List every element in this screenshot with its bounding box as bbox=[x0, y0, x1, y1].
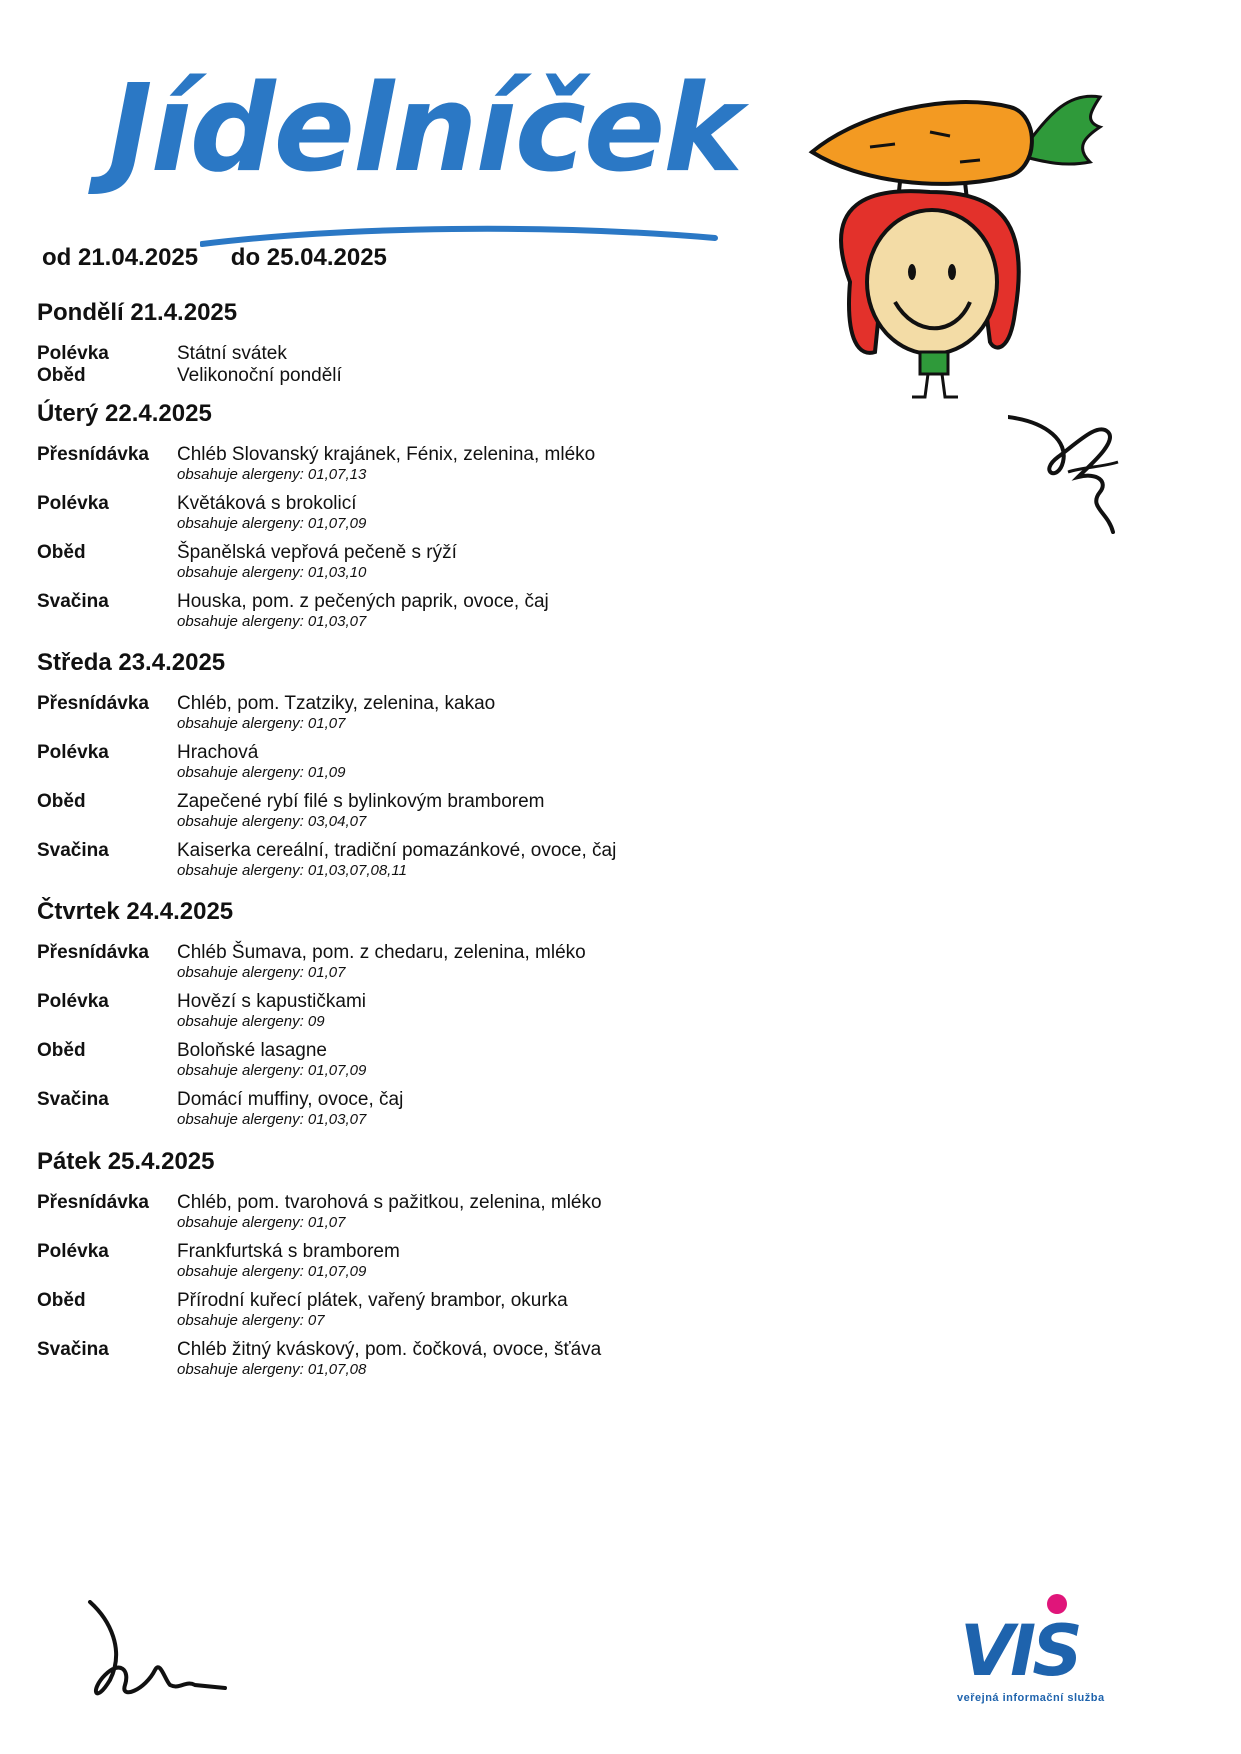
meal-label: Svačina bbox=[37, 1089, 109, 1110]
meal-row bbox=[37, 991, 737, 1031]
meal-label: Přesnídávka bbox=[37, 942, 149, 963]
meal-allergens: obsahuje alergeny: 01,03,07 bbox=[177, 1111, 367, 1128]
meal-label: Oběd bbox=[37, 1040, 86, 1061]
day-title: Čtvrtek 24.4.2025 bbox=[37, 898, 234, 925]
meal-allergens: obsahuje alergeny: 01,03,07 bbox=[177, 613, 367, 630]
signature bbox=[85, 1600, 235, 1710]
meal-row bbox=[37, 791, 737, 831]
meal-row bbox=[37, 1290, 737, 1330]
meal-label: Svačina bbox=[37, 840, 109, 861]
meal-text: Velikonoční pondělí bbox=[177, 365, 342, 386]
meal-row bbox=[37, 444, 737, 484]
meal-label: Oběd bbox=[37, 365, 86, 386]
meal-text: Přírodní kuřecí plátek, vařený brambor, okurka bbox=[177, 1290, 568, 1311]
meal-text: Hrachová bbox=[177, 742, 259, 763]
meal-allergens: obsahuje alergeny: 09 bbox=[177, 1013, 325, 1030]
meal-allergens: obsahuje alergeny: 07 bbox=[177, 1312, 325, 1329]
meal-allergens: obsahuje alergeny: 01,07,09 bbox=[177, 1263, 367, 1280]
signature-mark bbox=[1008, 412, 1128, 542]
meal-label: Polévka bbox=[37, 991, 109, 1012]
meal-text: Kaiserka cereální, tradiční pomazánkové, ovoce, čaj bbox=[177, 840, 617, 861]
meal-text: Státní svátek bbox=[177, 343, 287, 364]
meal-text: Houska, pom. z pečených paprik, ovoce, čaj bbox=[177, 591, 549, 612]
meal-label: Přesnídávka bbox=[37, 693, 149, 714]
meal-text: Frankfurtská s bramborem bbox=[177, 1241, 400, 1262]
meal-allergens: obsahuje alergeny: 01,07,08 bbox=[177, 1361, 367, 1378]
meal-label: Polévka bbox=[37, 343, 109, 364]
meal-allergens: obsahuje alergeny: 01,07,09 bbox=[177, 515, 367, 532]
meal-text: Chléb Slovanský krajánek, Fénix, zelenina, mléko bbox=[177, 444, 596, 465]
meal-text: Domácí muffiny, ovoce, čaj bbox=[177, 1089, 404, 1110]
meal-label: Oběd bbox=[37, 791, 86, 812]
meal-row bbox=[37, 365, 737, 387]
meal-allergens: obsahuje alergeny: 01,03,10 bbox=[177, 564, 367, 581]
date-from: od 21.04.2025 bbox=[42, 244, 199, 271]
meal-row bbox=[37, 1089, 737, 1129]
meal-row bbox=[37, 1241, 737, 1281]
meal-allergens: obsahuje alergeny: 01,07 bbox=[177, 964, 346, 981]
meal-label: Svačina bbox=[37, 1339, 109, 1360]
meal-allergens: obsahuje alergeny: 03,04,07 bbox=[177, 813, 367, 830]
day-friday bbox=[37, 1148, 737, 1388]
day-thursday bbox=[37, 898, 737, 1138]
meal-allergens: obsahuje alergeny: 01,07 bbox=[177, 1214, 346, 1231]
meal-label: Přesnídávka bbox=[37, 1192, 149, 1213]
meal-allergens: obsahuje alergeny: 01,07 bbox=[177, 715, 346, 732]
meal-row bbox=[37, 493, 737, 533]
meal-row bbox=[37, 1040, 737, 1080]
date-range bbox=[42, 244, 413, 272]
girl-with-carrot-illustration bbox=[800, 52, 1140, 402]
meal-text: Chléb žitný kváskový, pom. čočková, ovoce, šťáva bbox=[177, 1339, 602, 1360]
meal-label: Oběd bbox=[37, 1290, 86, 1311]
vis-logo-tagline: veřejná informační služba bbox=[957, 1692, 1105, 1704]
meal-text: Hovězí s kapustičkami bbox=[177, 991, 367, 1012]
meal-row bbox=[37, 742, 737, 782]
day-title: Pátek 25.4.2025 bbox=[37, 1148, 215, 1175]
meal-row bbox=[37, 343, 737, 365]
meal-row bbox=[37, 693, 737, 733]
meal-row bbox=[37, 1339, 737, 1379]
page-title: Jídelníček bbox=[108, 60, 742, 199]
meal-text: Španělská vepřová pečeně s rýží bbox=[177, 542, 457, 563]
meal-row bbox=[37, 942, 737, 982]
meal-text: Chléb, pom. Tzatziky, zelenina, kakao bbox=[177, 693, 496, 714]
meal-label: Polévka bbox=[37, 742, 109, 763]
day-monday bbox=[37, 299, 737, 387]
meal-text: Boloňské lasagne bbox=[177, 1040, 327, 1061]
meal-allergens: obsahuje alergeny: 01,07,09 bbox=[177, 1062, 367, 1079]
meal-allergens: obsahuje alergeny: 01,09 bbox=[177, 764, 346, 781]
meal-text: Květáková s brokolicí bbox=[177, 493, 357, 514]
meal-row bbox=[37, 840, 737, 880]
meal-label: Polévka bbox=[37, 493, 109, 514]
meal-row bbox=[37, 1192, 737, 1232]
meal-row bbox=[37, 542, 737, 582]
day-title: Středa 23.4.2025 bbox=[37, 649, 226, 676]
meal-row bbox=[37, 591, 737, 631]
day-wednesday bbox=[37, 649, 737, 889]
meal-text: Chléb, pom. tvarohová s pažitkou, zelenina, mléko bbox=[177, 1192, 602, 1213]
meal-label: Oběd bbox=[37, 542, 86, 563]
day-tuesday bbox=[37, 400, 737, 640]
vis-logo: VIS bbox=[960, 1610, 1079, 1692]
day-title: Pondělí 21.4.2025 bbox=[37, 299, 238, 326]
meal-allergens: obsahuje alergeny: 01,03,07,08,11 bbox=[177, 862, 407, 879]
meal-label: Svačina bbox=[37, 591, 109, 612]
day-title: Úterý 22.4.2025 bbox=[37, 400, 212, 427]
meal-label: Přesnídávka bbox=[37, 444, 149, 465]
meal-text: Zapečené rybí filé s bylinkovým bramborem bbox=[177, 791, 545, 812]
meal-text: Chléb Šumava, pom. z chedaru, zelenina, mléko bbox=[177, 942, 586, 963]
meal-allergens: obsahuje alergeny: 01,07,13 bbox=[177, 466, 367, 483]
date-to: do 25.04.2025 bbox=[230, 244, 387, 271]
meal-label: Polévka bbox=[37, 1241, 109, 1262]
